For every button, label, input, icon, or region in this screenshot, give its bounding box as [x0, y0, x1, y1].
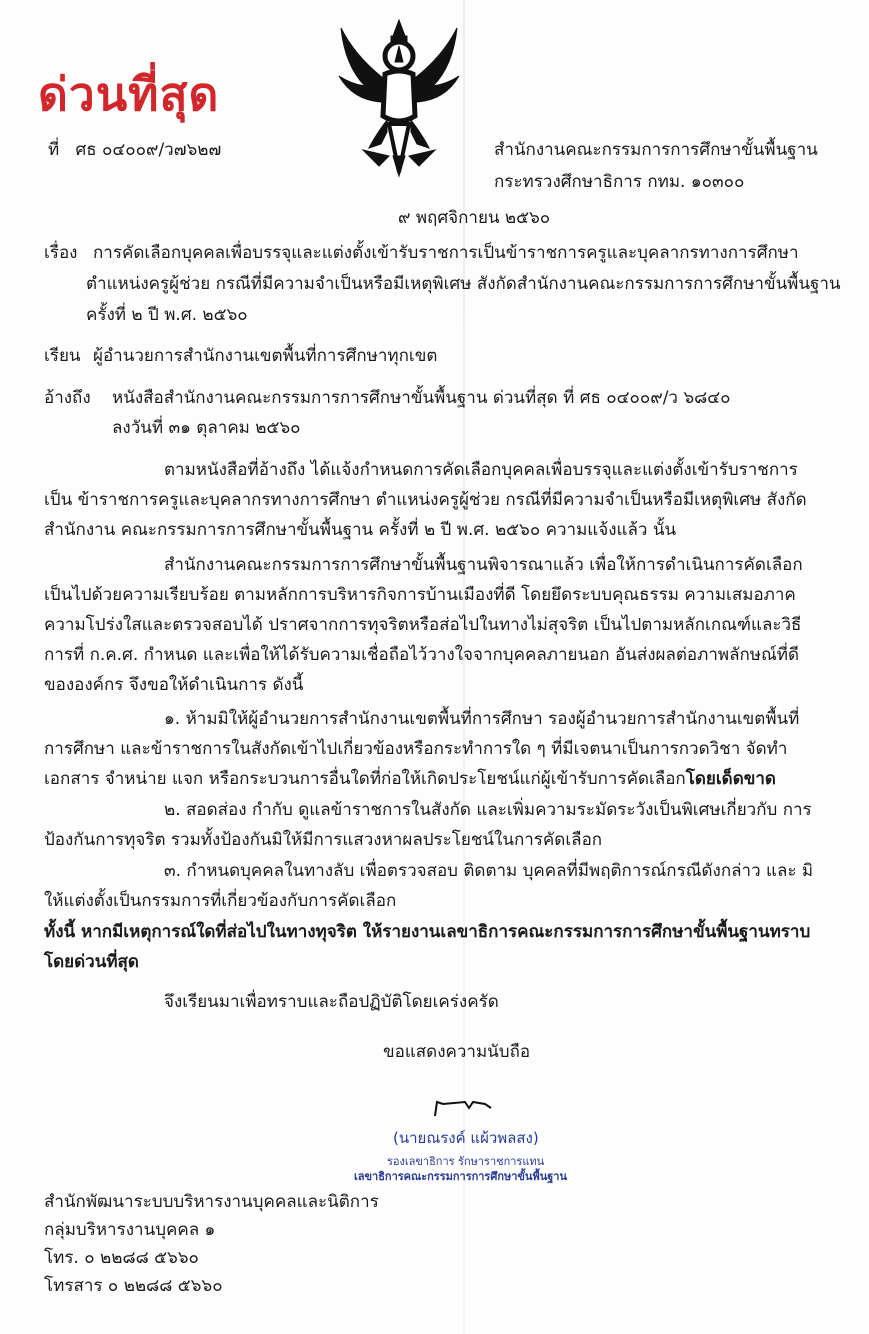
- urgency-stamp: ด่วนที่สุด: [38, 67, 220, 121]
- reference-line-1: หนังสือสำนักงานคณะกรรมการการศึกษาขั้นพื้นฐาน ด่วนที่สุด ที่ ศธ ๐๔๐๐๙/ว ๖๘๔๐: [112, 388, 731, 408]
- subject-line-2: ตำแหน่งครูผู้ช่วย กรณีที่มีความจำเป็นหรือมีเหตุพิเศษ สังกัดสำนักงานคณะกรรมการการศึกษาขั้นพื้นฐาน: [86, 274, 841, 294]
- paragraph-1: ตามหนังสือที่อ้างถึง ได้แจ้งกำหนดการคัดเลือกบุคคลเพื่อบรรจุและแต่งตั้งเข้ารับราชการเป็น ข้าราชการครูและบุคลากรทางการศึกษา ตำแหน่งครูผู้ช่วย กรณีที่มีความจำเป็นหรือมีเหตุพิเศษ สังกัดสำนักงาน คณะกรรมการการศึกษาขั้นพื้นฐาน ครั้งที่ ๒ ปี พ.ศ. ๒๕๖๐ ความแจ้งแล้ว นั้น: [44, 460, 807, 540]
- paragraph-2: สำนักงานคณะกรรมการการศึกษาขั้นพื้นฐานพิจารณาแล้ว เพื่อให้การดำเนินการคัดเลือก เป็นไปด้วยความเรียบร้อย ตามหลักการบริหารกิจการบ้านเมืองที่ดี โดยยึดระบบคุณธรรม ความเสมอภาค ความโปร่งใสและตรวจสอบได้ ปราศจากการทุจริตหรือส่อไปในทางไม่สุจริต เป็นไปตามหลักเกณฑ์และวิธีการที่ ก.ค.ศ. กำหนด และเพื่อให้ได้รับความเชื่อถือไว้วางใจจากบุคคลภายนอก อันส่งผลต่อภาพลักษณ์ที่ดีขององค์กร จึงขอให้ดำเนินการ ดังนี้: [44, 555, 803, 695]
- signer-title-1: รองเลขาธิการ รักษาราชการแทน: [387, 1155, 545, 1168]
- reference-label: อ้างถึง: [44, 388, 91, 408]
- subject-label: เรื่อง: [44, 243, 78, 263]
- signer-title-2: เลขาธิการคณะกรรมการการศึกษาขั้นพื้นฐาน: [354, 1170, 567, 1183]
- item-1-emphasis: โดยเด็ดขาด: [685, 769, 776, 789]
- closing-sentence: จึงเรียนมาเพื่อทราบและถือปฏิบัติโดยเคร่งครัด: [164, 992, 499, 1012]
- ref-label: ที่: [48, 140, 60, 160]
- reference-number: [48, 138, 221, 162]
- garuda-emblem-icon: [335, 16, 463, 178]
- reference-line-2: ลงวันที่ ๓๑ ตุลาคม ๒๕๖๐: [112, 418, 301, 438]
- note-paragraph: ทั้งนี้ หากมีเหตุการณ์ใดที่ส่อไปในทางทุจริต ให้รายงานเลขาธิการคณะกรรมการการศึกษาขั้นพื้นฐานทราบ โดยด่วนที่สุด: [44, 922, 811, 972]
- signature-icon: [425, 1098, 505, 1120]
- item-1-text: ๑. ห้ามมิให้ผู้อำนวยการสำนักงานเขตพื้นที่การศึกษา รองผู้อำนวยการสำนักงานเขตพื้นที่ การศึกษา และข้าราชการในสังกัดเข้าไปเกี่ยวข้องหรือกระทำการใด ๆ ที่มีเจตนาเป็นการกวดวิชา จัดทำเอกสาร จำหน่าย แจก หรือกระบวนการอื่นใดที่ก่อให้เกิดประโยชน์แก่ผู้เข้ารับการคัดเลือก: [44, 709, 800, 789]
- agency-name: สำนักงานคณะกรรมการการศึกษาขั้นพื้นฐาน: [494, 140, 818, 160]
- footer-group: กลุ่มบริหารงานบุคคล ๑: [44, 1220, 216, 1240]
- letter-date: ๙ พฤศจิกายน ๒๕๖๐: [398, 208, 551, 228]
- regards-text: ขอแสดงความนับถือ: [383, 1042, 531, 1062]
- item-3: ๓. กำหนดบุคคลในทางลับ เพื่อตรวจสอบ ติดตาม บุคคลที่มีพฤติการณ์กรณีดังกล่าว และ มิให้แต่งตั้งเป็นกรรมการที่เกี่ยวข้องกับการคัดเลือก: [44, 861, 814, 911]
- to-label: เรียน: [44, 346, 81, 366]
- item-2: ๒. สอดส่อง กำกับ ดูแลข้าราชการในสังกัด และเพิ่มความระมัดระวังเป็นพิเศษเกี่ยวกับ การป้องกันการทุจริต รวมทั้งป้องกันมิให้มีการแสวงหาผลประโยชน์ในการคัดเลือก: [44, 800, 812, 850]
- item-1: [44, 704, 814, 794]
- footer-office: สำนักพัฒนาระบบบริหารงานบุคคลและนิติการ: [44, 1192, 379, 1212]
- subject-line-3: ครั้งที่ ๒ ปี พ.ศ. ๒๕๖๐: [86, 305, 248, 325]
- footer-fax: โทรสาร ๐ ๒๒๘๘ ๕๖๖๐: [44, 1276, 223, 1296]
- ref-number: ศธ ๐๔๐๐๙/ว๗๖๒๗: [75, 140, 222, 160]
- footer-phone: โทร. ๐ ๒๒๘๘ ๕๖๖๐: [44, 1248, 199, 1268]
- to-recipient: ผู้อำนวยการสำนักงานเขตพื้นที่การศึกษาทุกเขต: [93, 346, 438, 366]
- subject-line-1: การคัดเลือกบุคคลเพื่อบรรจุและแต่งตั้งเข้ารับราชการเป็นข้าราชการครูและบุคลากรทางการศึกษา: [93, 243, 799, 263]
- agency-address: กระทรวงศึกษาธิการ กทม. ๑๐๓๐๐: [494, 172, 745, 192]
- signer-name: (นายณรงค์ แผ้วพลสง): [393, 1129, 539, 1147]
